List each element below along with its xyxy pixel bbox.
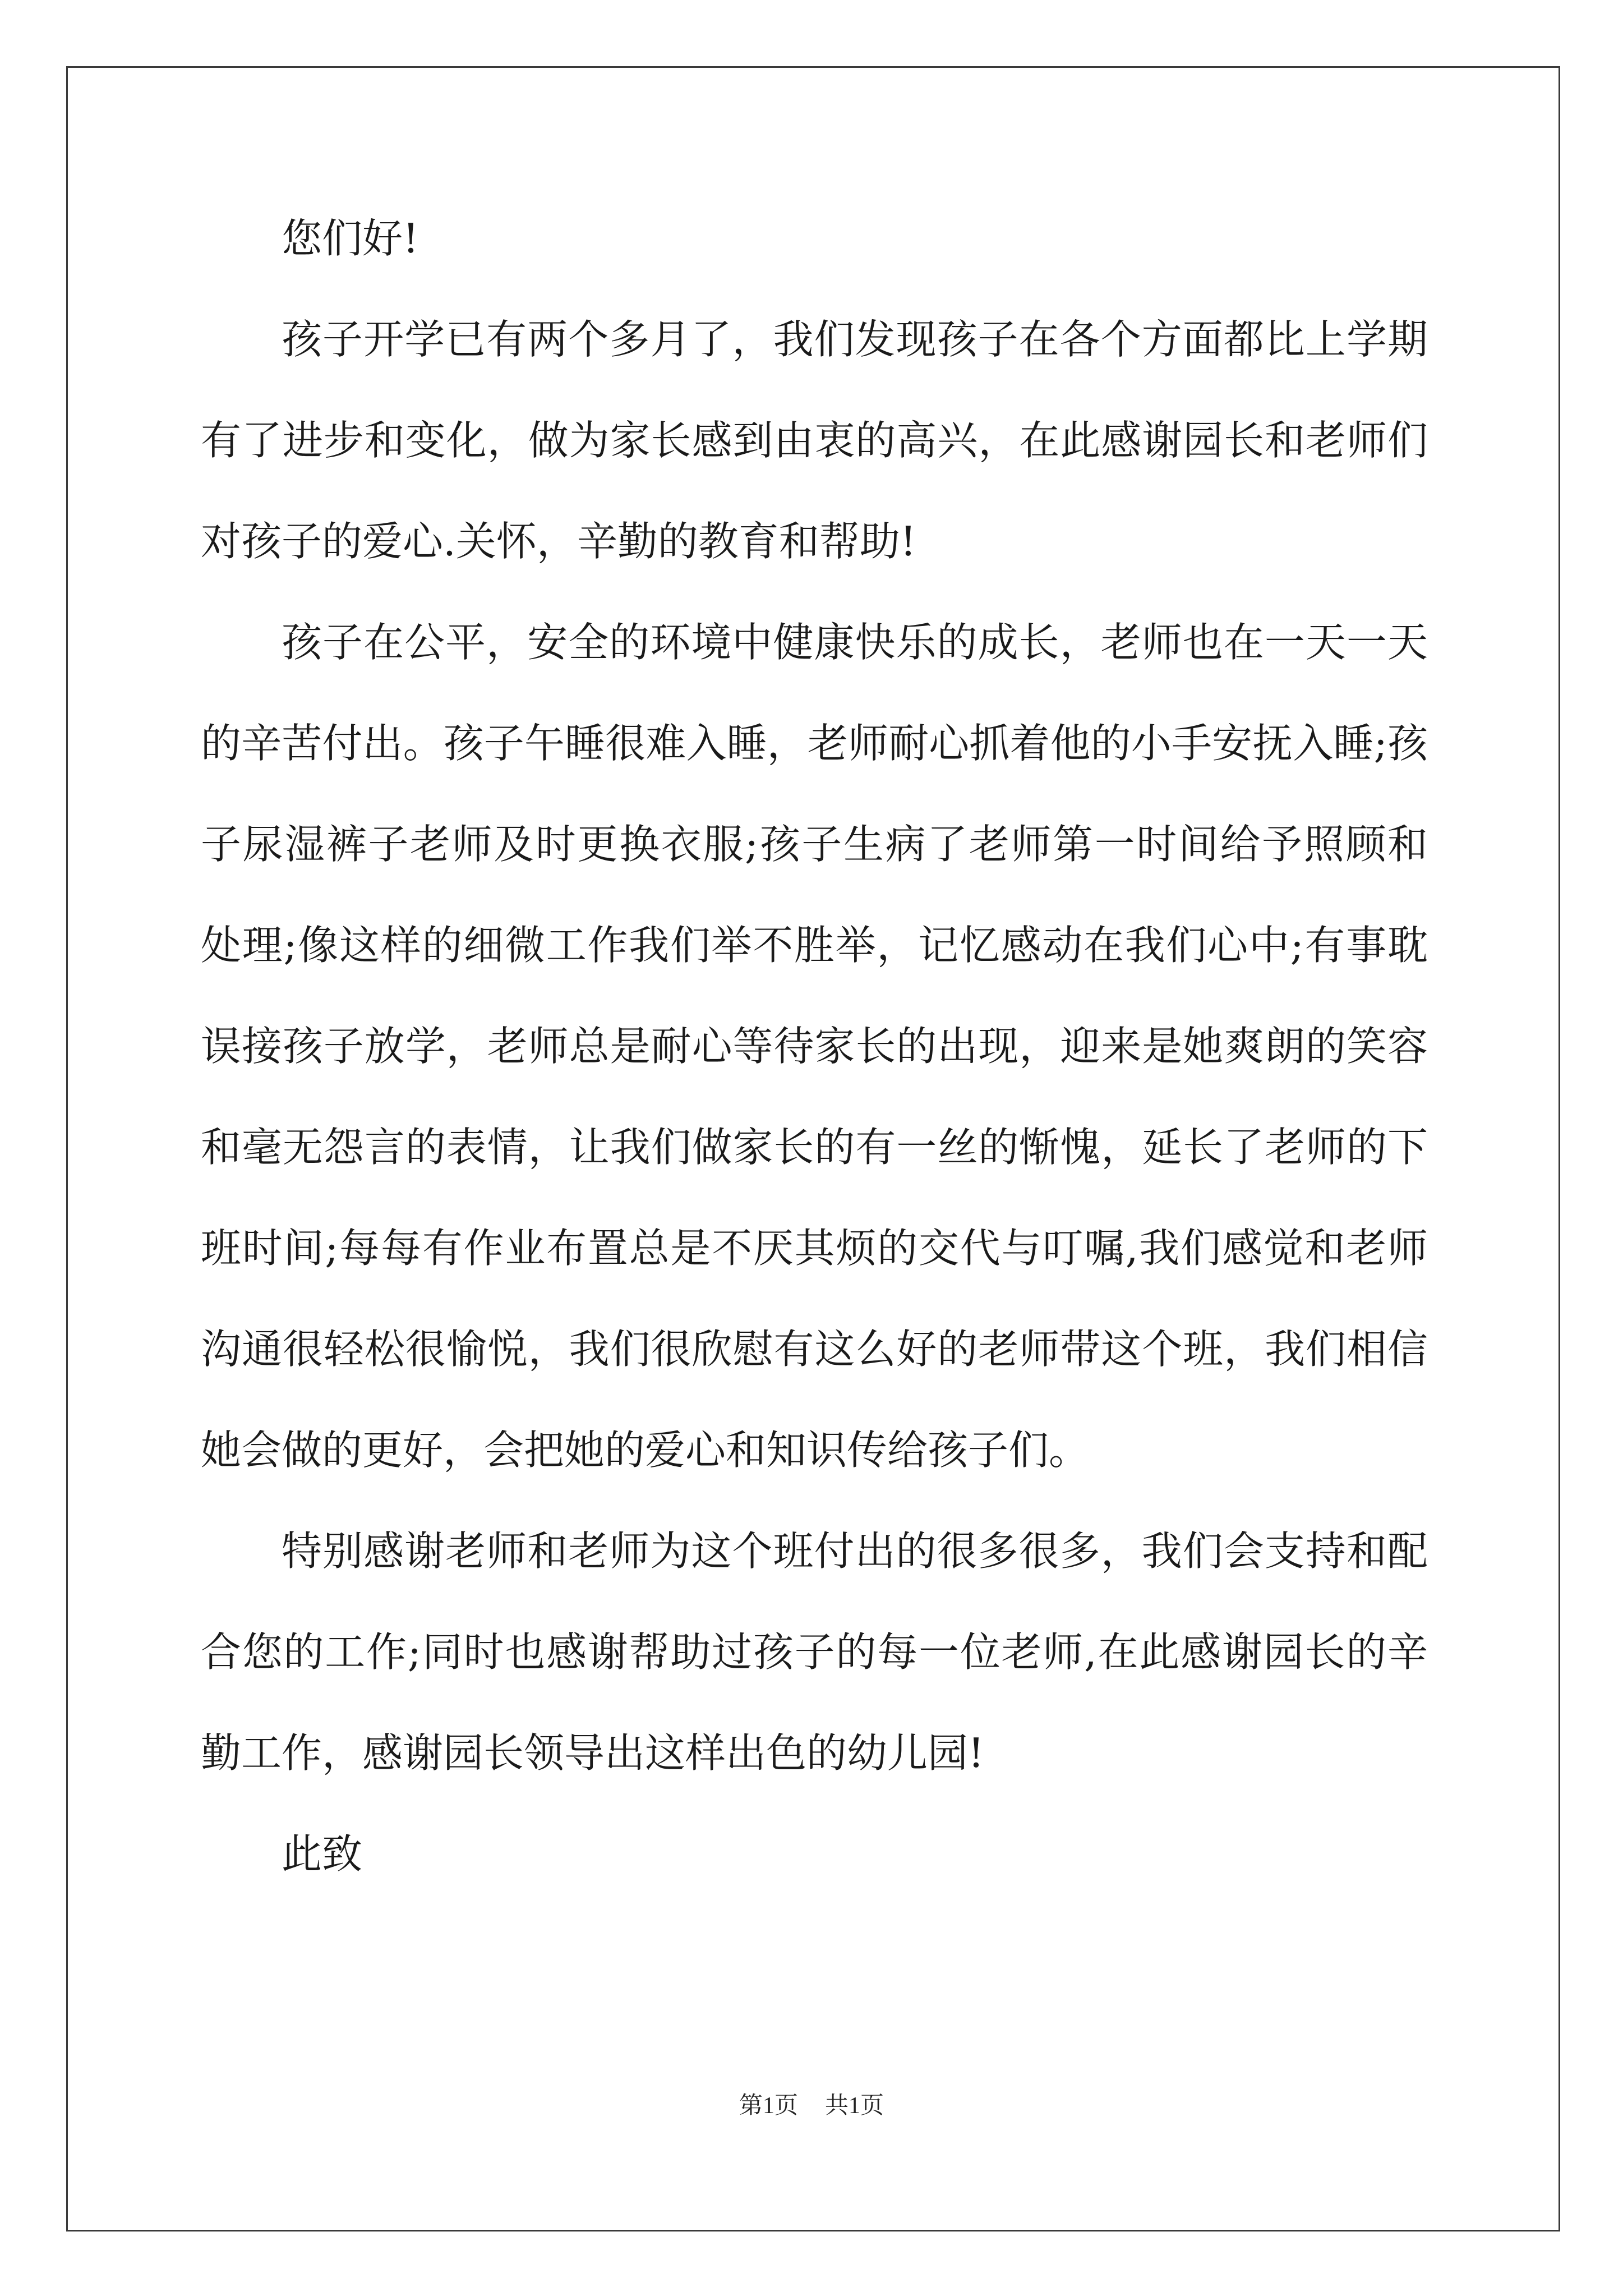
paragraph-line: 有了进步和变化，做为家长感到由衷的高兴，在此感谢园长和老师们: [201, 417, 1428, 464]
paragraph-line: 班时间;每每有作业布置总是不厌其烦的交代与叮嘱,我们感觉和老师: [201, 1225, 1428, 1272]
page-number: 第1页: [739, 2093, 798, 2119]
greeting: 您们好!: [282, 215, 419, 262]
paragraph-3: [201, 1526, 1428, 1778]
paragraph-line: 和毫无怨言的表情，让我们做家长的有一丝的惭愧，延长了老师的下: [201, 1124, 1428, 1171]
paragraph-1: [201, 314, 1428, 567]
paragraph-line: 对孩子的爱心.关怀，辛勤的教育和帮助!: [201, 518, 916, 565]
closing: 此致: [282, 1830, 363, 1878]
paragraph-line: 她会做的更好，会把她的爱心和知识传给孩子们。: [201, 1427, 1090, 1474]
letter-body: [201, 213, 1428, 1879]
paragraph-line: 子尿湿裤子老师及时更换衣服;孩子生病了老师第一时间给予照顾和: [201, 821, 1428, 868]
paragraph-line: 沟通很轻松很愉悦，我们很欣慰有这么好的老师带这个班，我们相信: [201, 1326, 1428, 1373]
paragraph-line: 合您的工作;同时也感谢帮助过孩子的每一位老师,在此感谢园长的辛: [201, 1628, 1428, 1676]
paragraph-line: 误接孩子放学，老师总是耐心等待家长的出现，迎来是她爽朗的笑容: [201, 1023, 1428, 1070]
paragraph-2: [201, 617, 1428, 1475]
paragraph-line: 孩子在公平，安全的环境中健康快乐的成长，老师也在一天一天: [282, 619, 1428, 666]
paragraph-line: 特别感谢老师和老师为这个班付出的很多很多，我们会支持和配: [282, 1527, 1428, 1575]
paragraph-line: 孩子开学已有两个多月了，我们发现孩子在各个方面都比上学期: [282, 316, 1428, 363]
paragraph-line: 处理;像这样的细微工作我们举不胜举，记忆感动在我们心中;有事耽: [201, 922, 1428, 969]
page-total: 共1页: [825, 2093, 884, 2119]
paragraph-line: 的辛苦付出。孩子午睡很难入睡，老师耐心抓着他的小手安抚入睡;孩: [201, 720, 1428, 767]
page-footer: [0, 2090, 1623, 2122]
paragraph-line: 勤工作，感谢园长领导出这样出色的幼儿园!: [201, 1729, 984, 1777]
